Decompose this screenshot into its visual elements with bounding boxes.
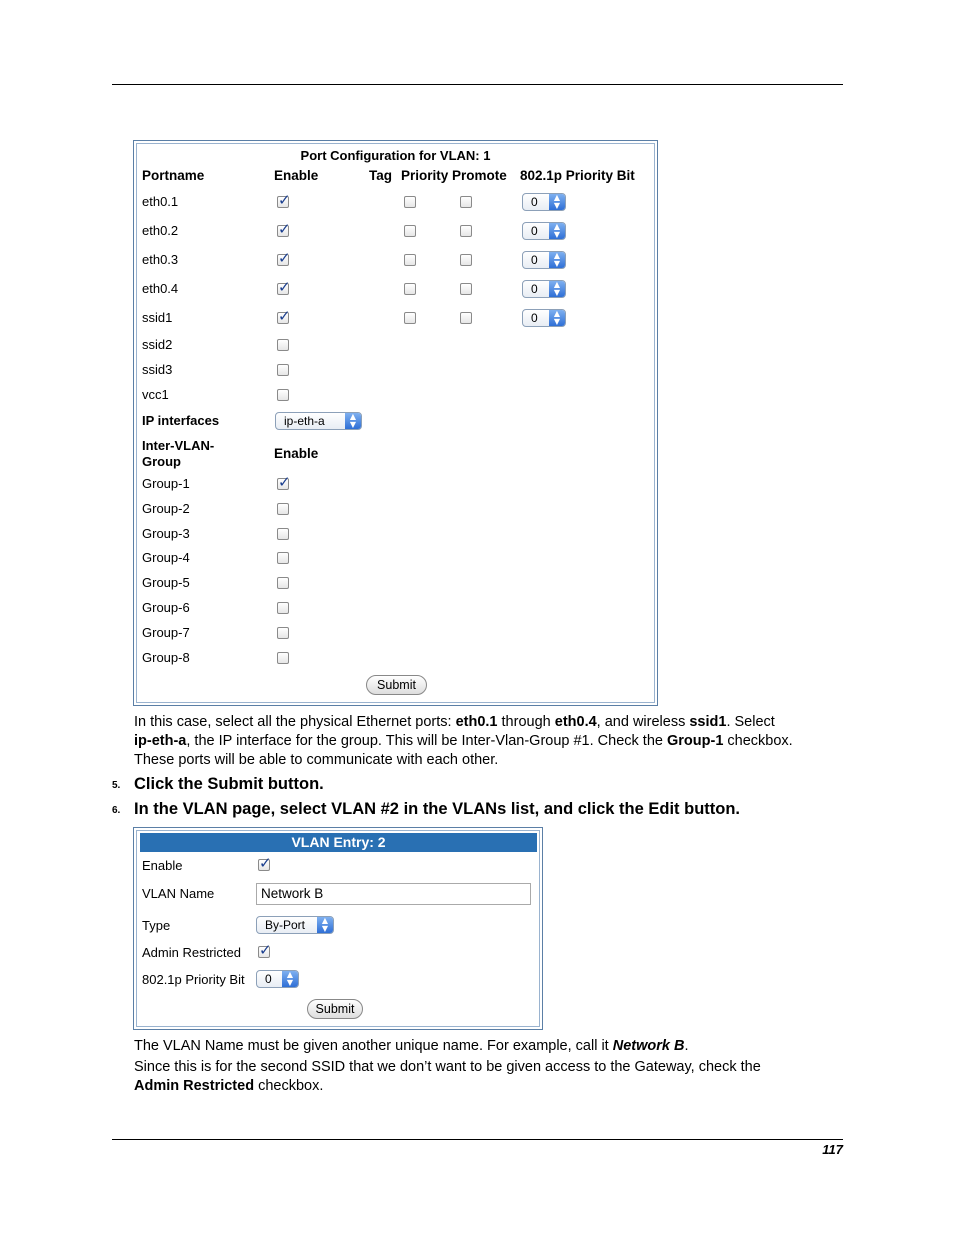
- port-priority-bit-select[interactable]: [522, 309, 566, 327]
- group-name: Group-7: [142, 624, 190, 640]
- priority-bit-value: 0: [531, 253, 538, 267]
- note-paragraph-1: [134, 1037, 834, 1056]
- group-name: Group-2: [142, 500, 190, 516]
- vlan-entry-panel: [133, 827, 543, 1030]
- para2-bold-admin: Admin Restricted: [134, 1078, 255, 1094]
- port-enable-checkbox[interactable]: [277, 254, 289, 266]
- port-priority-bit-select[interactable]: [522, 251, 566, 269]
- group-header-line1: Inter-VLAN-: [142, 438, 215, 453]
- bottom-rule: [112, 1139, 843, 1140]
- submit-button-2[interactable]: Submit: [307, 999, 363, 1019]
- group-enable-checkbox[interactable]: [277, 627, 289, 639]
- group-name: Group-8: [142, 649, 190, 665]
- port-enable-checkbox[interactable]: [277, 364, 289, 376]
- para2-text-2: .: [684, 1038, 689, 1054]
- select-arrows-icon: ▲ ▼: [317, 917, 333, 933]
- para1-bold-ip: ip-eth-a: [134, 733, 187, 749]
- port-priority-bit-select[interactable]: [522, 193, 566, 211]
- port-priority-bit-select[interactable]: [522, 280, 566, 298]
- para2-text-3: checkbox.: [254, 1078, 324, 1094]
- group-name: Group-1: [142, 476, 190, 491]
- port-priority-promote-checkbox[interactable]: [460, 254, 472, 266]
- group-enable-checkbox[interactable]: [277, 503, 289, 515]
- priority-bit-value: 0: [531, 195, 538, 209]
- port-priority-promote-checkbox[interactable]: [460, 283, 472, 295]
- select-arrows-icon: ▲ ▼: [345, 413, 361, 429]
- port-enable-checkbox[interactable]: [277, 196, 289, 208]
- type-label: Type: [142, 918, 171, 933]
- para1-text-1: In this case, select all the physical Ethernet ports:: [134, 714, 456, 730]
- submit-button[interactable]: Submit: [366, 675, 427, 695]
- tag-header: Tag: [369, 168, 392, 183]
- para1-bold-eth01: eth0.1: [455, 714, 498, 730]
- priority-bit-value: 0: [531, 224, 538, 238]
- priority-bit-value: 0: [265, 972, 272, 986]
- port-tag-checkbox[interactable]: [404, 283, 416, 295]
- priority-bit-label: 802.1p Priority Bit: [142, 972, 245, 987]
- vlan-name-label: VLAN Name: [142, 886, 215, 901]
- instruction-paragraph: [134, 713, 834, 770]
- para1-line-3: These ports will be able to communicate with each other.: [134, 752, 499, 768]
- group-enable-checkbox[interactable]: [277, 652, 289, 664]
- note-paragraph-2: [134, 1058, 834, 1096]
- group-enable-checkbox[interactable]: [277, 577, 289, 589]
- port-enable-checkbox[interactable]: [277, 225, 289, 237]
- select-arrows-icon: ▲ ▼: [549, 252, 565, 268]
- vlan-name-input[interactable]: Network B: [256, 883, 531, 905]
- select-arrows-icon: ▲ ▼: [282, 971, 298, 987]
- admin-restricted-checkbox[interactable]: [258, 946, 270, 958]
- select-arrows-icon: ▲ ▼: [549, 281, 565, 297]
- group-enable-checkbox[interactable]: [277, 528, 289, 540]
- step6-number: 6.: [112, 805, 121, 816]
- group-enable-header: Enable: [274, 446, 319, 461]
- port-priority-promote-checkbox[interactable]: [460, 225, 472, 237]
- port-enable-checkbox[interactable]: [277, 312, 289, 324]
- port-name: eth0.3: [142, 252, 179, 267]
- port-name: vcc1: [142, 387, 169, 402]
- ip-interface-select[interactable]: [275, 412, 362, 430]
- port-name: ssid2: [142, 337, 173, 352]
- port-priority-bit-select[interactable]: [522, 222, 566, 240]
- port-name: ssid3: [142, 362, 173, 377]
- para1-bold-group1: Group-1: [667, 733, 724, 749]
- port-name: ssid1: [142, 310, 173, 325]
- panel-title: Port Configuration for VLAN: 1: [300, 148, 491, 163]
- para1-text-5: , the IP interface for the group. This will be Inter-Vlan-Group #1. Check the: [186, 733, 667, 749]
- select-arrows-icon: ▲ ▼: [549, 310, 565, 326]
- priority-bit-select[interactable]: [256, 970, 299, 988]
- priority-bit-value: 0: [531, 311, 538, 325]
- para2-text-1: The VLAN Name must be given another unique name. For example, call it: [134, 1038, 613, 1054]
- enable-checkbox[interactable]: [258, 859, 270, 871]
- para1-bold-ssid1: ssid1: [689, 714, 727, 730]
- ip-interfaces-label: IP interfaces: [142, 413, 220, 428]
- group-name: Group-3: [142, 525, 190, 541]
- type-value: By-Port: [265, 918, 306, 932]
- port-enable-checkbox[interactable]: [277, 283, 289, 295]
- group-name: Group-4: [142, 550, 190, 566]
- group-enable-checkbox[interactable]: [277, 552, 289, 564]
- port-name: eth0.1: [142, 194, 179, 209]
- page-number: 117: [822, 1142, 843, 1157]
- para2-line-2: Since this is for the second SSID that we don’t want to be given access to the Gateway, check the: [134, 1059, 761, 1075]
- port-priority-promote-checkbox[interactable]: [460, 196, 472, 208]
- select-arrows-icon: ▲ ▼: [549, 194, 565, 210]
- port-tag-checkbox[interactable]: [404, 225, 416, 237]
- port-tag-checkbox[interactable]: [404, 254, 416, 266]
- step6-text: In the VLAN page, select VLAN #2 in the VLANs list, and click the Edit button.: [134, 800, 741, 818]
- step5-text: Click the Submit button.: [134, 775, 324, 793]
- group-enable-checkbox[interactable]: [277, 602, 289, 614]
- para1-text-2: through: [497, 714, 555, 730]
- vlan-entry-title: VLAN Entry: 2: [140, 833, 537, 852]
- port-name: eth0.2: [142, 223, 179, 238]
- para2-em-network-b: Network B: [612, 1038, 685, 1054]
- top-rule: [112, 84, 843, 85]
- para1-text-3: , and wireless: [596, 714, 690, 730]
- port-priority-promote-checkbox[interactable]: [460, 312, 472, 324]
- group-name: Group-5: [142, 575, 190, 591]
- port-tag-checkbox[interactable]: [404, 312, 416, 324]
- enable-header: Enable: [274, 168, 319, 183]
- para1-text-6: checkbox.: [723, 733, 793, 749]
- para1-bold-eth04: eth0.4: [554, 714, 597, 730]
- portname-header: Portname: [142, 168, 205, 183]
- port-config-panel: [133, 140, 658, 706]
- group-header-line2: Group: [142, 454, 181, 469]
- port-name: eth0.4: [142, 281, 179, 296]
- type-select[interactable]: [256, 916, 334, 934]
- priority-bit-header: 802.1p Priority Bit: [520, 168, 635, 183]
- priority-bit-value: 0: [531, 282, 538, 296]
- group-name: Group-6: [142, 600, 190, 615]
- para1-text-4: . Select: [726, 714, 775, 730]
- ip-interface-value: ip-eth-a: [284, 414, 325, 428]
- port-enable-checkbox[interactable]: [277, 389, 289, 401]
- port-tag-checkbox[interactable]: [404, 196, 416, 208]
- priority-promote-header: Priority Promote: [401, 168, 507, 183]
- group-enable-checkbox[interactable]: [277, 478, 289, 490]
- admin-restricted-label: Admin Restricted: [142, 945, 241, 960]
- step5-number: 5.: [112, 780, 121, 791]
- port-enable-checkbox[interactable]: [277, 339, 289, 351]
- enable-label: Enable: [142, 858, 183, 873]
- select-arrows-icon: ▲ ▼: [549, 223, 565, 239]
